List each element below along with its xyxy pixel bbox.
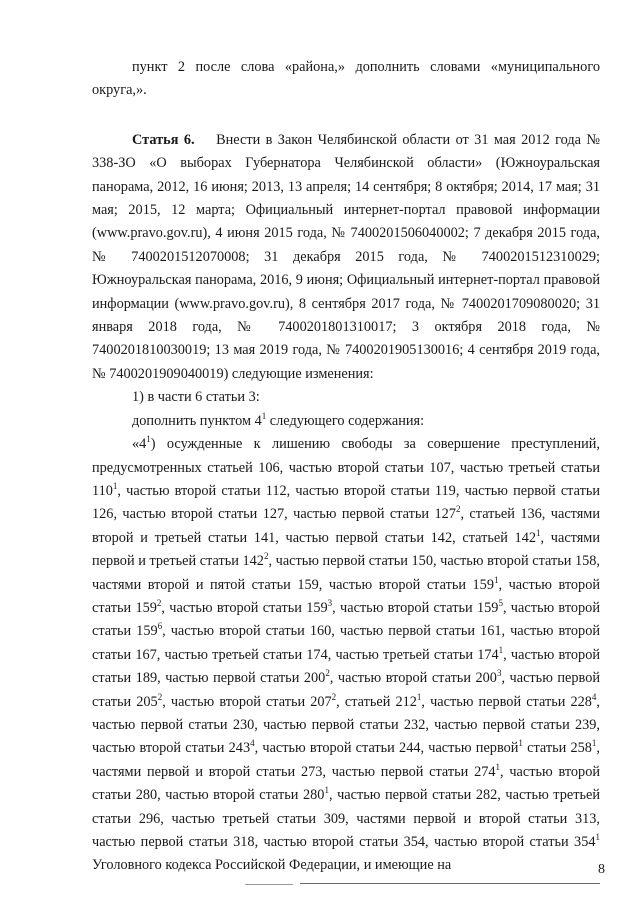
quote-text: , частью второй статьи 159: [161, 599, 328, 616]
superscript: 1: [112, 480, 118, 491]
superscript: 1: [518, 738, 523, 749]
quote-text: , частями первой и второй статьи 273, частью первой статьи 274: [92, 740, 600, 780]
quote-text: , статьей 212: [336, 693, 417, 710]
superscript: 1: [595, 832, 600, 842]
quote-text: , частью второй статьи 244, частью первой: [254, 740, 519, 757]
superscript: 2: [331, 691, 337, 702]
superscript: 1: [261, 410, 267, 421]
quote-text: статьи 258: [522, 740, 592, 757]
quote-text: ) осужденные к лишению свободы за совершение преступлений, предусмотренных статьей 106, частью второй статьи 107, частью третьей статьи 110: [92, 436, 600, 499]
paragraph-item-1: 1) в части 6 статьи 3:: [132, 389, 260, 406]
quote-text: , частью второй статьи 280, частью второй статьи 280: [92, 763, 600, 804]
add-point-text: дополнить пунктом 4: [132, 412, 262, 429]
quote-text: «4: [132, 436, 147, 453]
quote-text: , частью первой статьи 228: [421, 693, 592, 710]
quote-text: , частью первой статьи 150, частью второй статьи 158, частями второй и пятой статьи 159, частью второй статьи 159: [92, 553, 601, 593]
quote-text: , частями первой и третьей статьи 142: [92, 529, 600, 570]
quote-text: , частью второй статьи 159: [92, 599, 600, 640]
superscript: 1: [324, 785, 329, 796]
superscript: 1: [146, 434, 151, 445]
paragraph-add-point: [92, 410, 600, 433]
superscript: 5: [498, 597, 503, 608]
superscript: 2: [156, 597, 162, 608]
quote-text: , частью второй статьи 207: [162, 693, 332, 710]
superscript: 2: [157, 691, 163, 702]
quote-text: , статьей 136, частями второй и третьей статьи 141, частью первой статьи 142, статьей 142: [92, 506, 600, 546]
article-text: Внести в Закон Челябинской области от 31 мая 2012 года № 338-ЗО «О выборах Губернатора Челябинской области» (Южноуральская панорама, 2012, 16 июня; 2013, 13 апреля; 14 сентября; 8 октября; 2014, 17 мая; 31 мая; 2015, 12 марта; Официальный интернет-портал правовой информации (www.pravo.gov.ru), 4 июня 2015 года, № 7400201506040002; 7 декабря 2015 года, № 7400201512070008; 31 декабря 2015 года, № 7400201512310029; Южноуральская панорама, 2016, 9 июня; Официальный интернет-портал правовой информации (www.pravo.gov.ru), 8 сентября 2017 года, № 7400201709080020; 31 января 2018 года, № 7400201801310017; 3 октября 2018 года, № 7400201810030019; 13 мая 2019 года, № 7400201905130016; 4 сентября 2019 года, № 7400201909040019) следующие изменения:: [92, 131, 600, 382]
quote-text: , частью первой статьи 230, частью первой статьи 232, частью первой статьи 239, частью второй статьи 243: [92, 693, 600, 757]
quote-text: , частью первой статьи 282, частью третьей статьи 296, частью третьей статьи 309, частями первой и второй статьи 313, частью первой статьи 318, частью второй статьи 354, частью второй статьи 354: [92, 787, 600, 850]
article-label: Статья 6.: [132, 131, 195, 148]
page-number: 8: [598, 862, 605, 877]
paragraph-quote: [92, 433, 600, 878]
superscript: 1: [495, 761, 501, 772]
superscript: 6: [157, 621, 163, 632]
document-body: [92, 56, 600, 878]
superscript: 1: [498, 644, 504, 655]
superscript: 2: [455, 504, 461, 515]
superscript: 1: [591, 738, 597, 749]
superscript: 4: [250, 738, 255, 749]
superscript: 2: [325, 668, 330, 679]
quote-text: Уголовного кодекса Российской Федерации, и имеющие на: [92, 857, 452, 874]
superscript: 1: [536, 527, 541, 538]
quote-text: , частью второй статьи 189, частью первой статьи 200: [92, 646, 600, 687]
quote-text: , частью второй статьи 159: [332, 599, 499, 616]
superscript: 4: [591, 691, 597, 702]
paragraph-article-6: [92, 129, 600, 386]
footer-rule-short: [245, 884, 293, 885]
superscript: 1: [493, 574, 499, 585]
superscript: 2: [263, 551, 269, 562]
footer-rule: [300, 883, 600, 884]
quote-text: , частью второй статьи 160, частью первой статьи 161, частью второй статьи 167, частью третьей статьи 174, частью третьей статьи 174: [92, 623, 600, 663]
quote-text: , частью первой статьи 205: [92, 670, 600, 710]
paragraph-intro: пункт 2 после слова «района,» дополнить словами «муниципального округа,».: [92, 59, 600, 99]
quote-text: , частью второй статьи 159: [92, 576, 601, 616]
add-point-text-tail: следующего содержания:: [266, 412, 425, 429]
quote-text: , частью второй статьи 200: [329, 670, 497, 687]
superscript: 3: [496, 668, 502, 679]
quote-text: , частью второй статьи 112, частью второй статьи 119, частью первой статьи 126, частью второй статьи 127, частью первой статьи 127: [92, 482, 600, 523]
superscript: 3: [327, 597, 333, 608]
superscript: 1: [416, 691, 422, 702]
